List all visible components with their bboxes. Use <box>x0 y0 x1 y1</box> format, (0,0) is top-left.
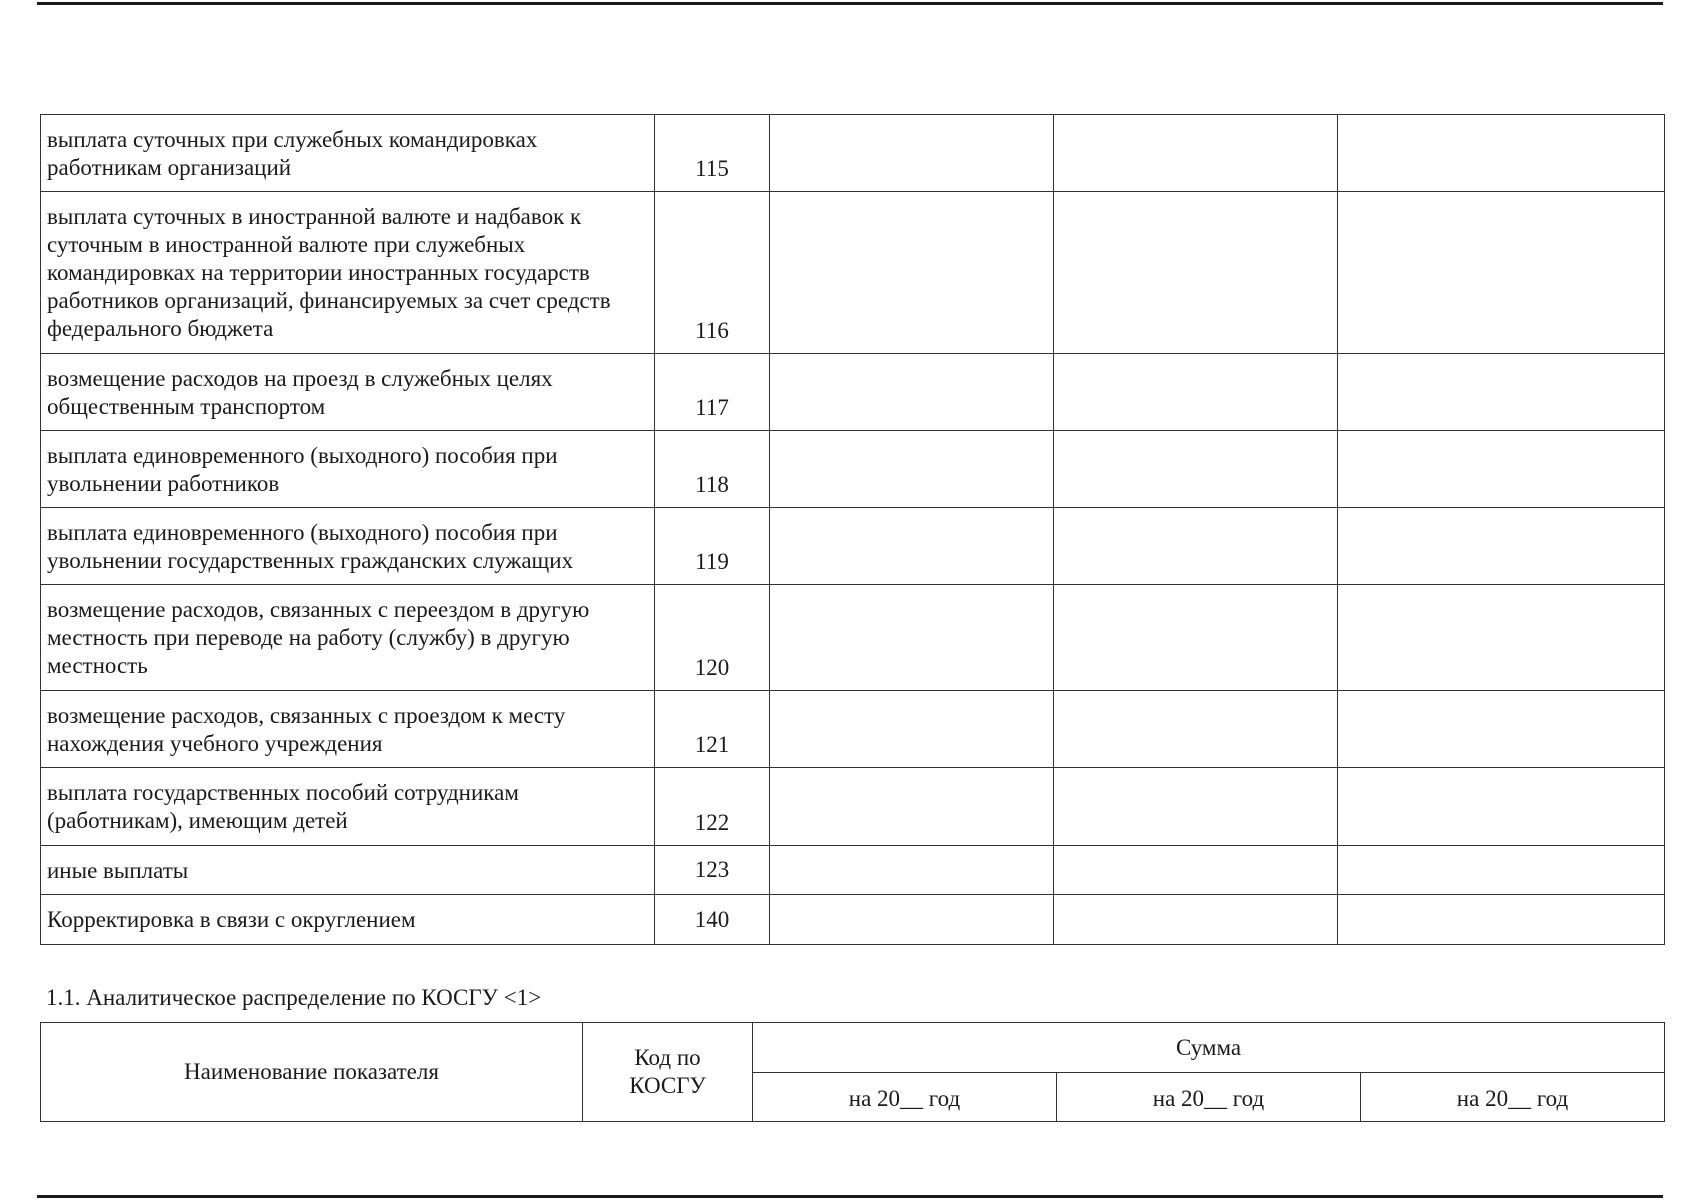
row-name: Корректировка в связи с округлением <box>41 895 655 945</box>
row-code: 118 <box>655 431 770 508</box>
table-row <box>41 354 1665 431</box>
table-row <box>41 431 1665 508</box>
row-name: возмещение расходов, связанных с проездом к месту нахождения учебного учреждения <box>41 691 655 768</box>
value-cell[interactable] <box>1338 192 1665 354</box>
kosgu-table <box>40 1022 1665 1122</box>
value-cell[interactable] <box>770 354 1054 431</box>
row-name: выплата единовременного (выходного) пособия при увольнении государственных гражданских служащих <box>41 508 655 585</box>
value-cell[interactable] <box>1338 354 1665 431</box>
row-name: выплата государственных пособий сотрудникам (работникам), имеющим детей <box>41 768 655 846</box>
row-code: 121 <box>655 691 770 768</box>
top-rule <box>37 2 1663 5</box>
value-cell[interactable] <box>1338 895 1665 945</box>
row-code: 119 <box>655 508 770 585</box>
value-cell[interactable] <box>770 508 1054 585</box>
value-cell[interactable] <box>1054 846 1338 895</box>
table-row <box>41 508 1665 585</box>
row-code: 116 <box>655 192 770 354</box>
row-name: выплата суточных в иностранной валюте и надбавок к суточным в иностранной валюте при служебных командировках на территории иностранных государств работников организаций, финансируемых за счет средств федерального бюджета <box>41 192 655 354</box>
table-row <box>41 115 1665 192</box>
bottom-rule <box>37 1195 1663 1198</box>
table-row <box>41 846 1665 895</box>
row-code: 122 <box>655 768 770 846</box>
row-name: возмещение расходов, связанных с переездом в другую местность при переводе на работу (службу) в другую местность <box>41 585 655 691</box>
row-name: выплата единовременного (выходного) пособия при увольнении работников <box>41 431 655 508</box>
row-code: 117 <box>655 354 770 431</box>
value-cell[interactable] <box>1054 585 1338 691</box>
header-year-2: на 20__ год <box>1057 1073 1361 1122</box>
value-cell[interactable] <box>770 192 1054 354</box>
section-title: 1.1. Аналитическое распределение по КОСГУ <1> <box>46 985 542 1010</box>
value-cell[interactable] <box>1054 115 1338 192</box>
row-name: выплата суточных при служебных командировках работникам организаций <box>41 115 655 192</box>
value-cell[interactable] <box>1338 115 1665 192</box>
table-row <box>41 768 1665 846</box>
value-cell[interactable] <box>770 115 1054 192</box>
value-cell[interactable] <box>1054 431 1338 508</box>
row-name: иные выплаты <box>41 846 655 895</box>
header-sum: Сумма <box>753 1023 1665 1073</box>
value-cell[interactable] <box>770 691 1054 768</box>
row-code: 123 <box>655 846 770 895</box>
value-cell[interactable] <box>1054 691 1338 768</box>
value-cell[interactable] <box>1338 846 1665 895</box>
value-cell[interactable] <box>1054 768 1338 846</box>
row-code: 140 <box>655 895 770 945</box>
value-cell[interactable] <box>1054 354 1338 431</box>
payments-table <box>40 114 1665 945</box>
value-cell[interactable] <box>1054 895 1338 945</box>
table-row <box>41 585 1665 691</box>
value-cell[interactable] <box>1338 431 1665 508</box>
value-cell[interactable] <box>770 768 1054 846</box>
header-year-3: на 20__ год <box>1361 1073 1665 1122</box>
value-cell[interactable] <box>770 895 1054 945</box>
value-cell[interactable] <box>770 846 1054 895</box>
table-row <box>41 192 1665 354</box>
value-cell[interactable] <box>770 431 1054 508</box>
header-kosgu-code: Код по КОСГУ <box>583 1023 753 1122</box>
value-cell[interactable] <box>1338 508 1665 585</box>
row-code: 115 <box>655 115 770 192</box>
header-indicator-name: Наименование показателя <box>41 1023 583 1122</box>
table-row <box>41 895 1665 945</box>
value-cell[interactable] <box>1054 192 1338 354</box>
table-row <box>41 691 1665 768</box>
row-code: 120 <box>655 585 770 691</box>
value-cell[interactable] <box>1338 691 1665 768</box>
value-cell[interactable] <box>1338 585 1665 691</box>
value-cell[interactable] <box>1338 768 1665 846</box>
value-cell[interactable] <box>1054 508 1338 585</box>
row-name: возмещение расходов на проезд в служебных целях общественным транспортом <box>41 354 655 431</box>
header-year-1: на 20__ год <box>753 1073 1057 1122</box>
value-cell[interactable] <box>770 585 1054 691</box>
